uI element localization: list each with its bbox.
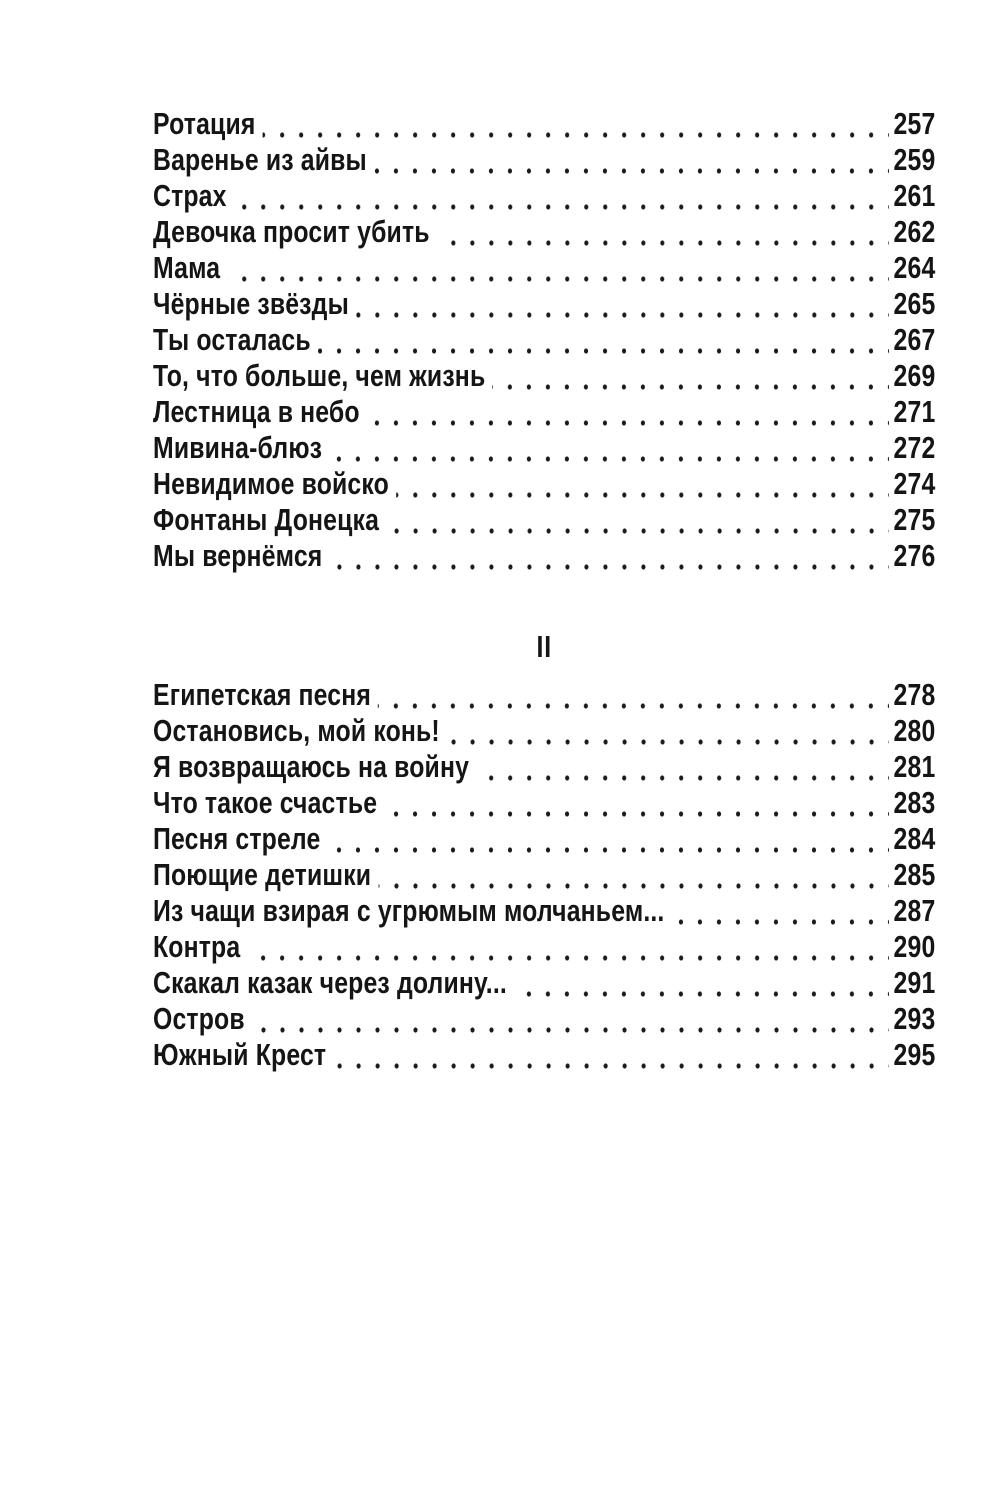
toc-entry-page: 272 — [893, 430, 936, 465]
toc-entry — [153, 466, 935, 502]
toc-entry — [153, 106, 935, 142]
toc-entry-title: Скакал казак через долину... — [153, 965, 507, 1000]
table-of-contents — [153, 0, 935, 1490]
toc-entry-title: Песня стреле — [153, 821, 321, 856]
dot-leader — [514, 965, 889, 1001]
toc-entry-title: Поющие детишки — [153, 857, 372, 892]
toc-entry — [153, 358, 935, 394]
toc-entry-page: 280 — [893, 713, 936, 748]
toc-entry — [153, 322, 935, 358]
toc-entry — [153, 677, 935, 713]
toc-entry — [153, 142, 935, 178]
dot-leader — [384, 785, 888, 821]
toc-entry-title: Невидимое войско — [153, 466, 389, 501]
dot-leader — [378, 857, 888, 893]
dot-leader — [396, 466, 889, 502]
dot-leader — [263, 106, 889, 142]
toc-entry-title: Остров — [153, 1001, 245, 1036]
toc-entry-page: 271 — [893, 394, 936, 429]
toc-entry — [153, 178, 935, 214]
toc-entry-title: Мама — [153, 250, 221, 285]
toc-entry-page: 295 — [893, 1037, 936, 1072]
toc-entry — [153, 538, 935, 574]
toc-entry-title: Что такое счастье — [153, 785, 378, 820]
toc-entry-page: 293 — [893, 1001, 936, 1036]
toc-entry-title: Чёрные звёзды — [153, 286, 349, 321]
toc-entry — [153, 394, 935, 430]
toc-entry-title: Варенье из айвы — [153, 142, 367, 177]
toc-entry-title: Из чащи взирая с угрюмым молчаньем... — [153, 893, 665, 928]
toc-entry-page: 274 — [893, 466, 936, 501]
toc-entry — [153, 929, 935, 965]
toc-entry-page: 259 — [893, 142, 936, 177]
toc-entry — [153, 713, 935, 749]
dot-leader — [378, 677, 889, 713]
toc-entry — [153, 250, 935, 286]
toc-entry — [153, 893, 935, 929]
dot-leader — [330, 538, 889, 574]
toc-entry-page: 287 — [893, 893, 936, 928]
dot-leader — [386, 502, 889, 538]
dot-leader — [367, 394, 889, 430]
toc-entry-title: Египетская песня — [153, 677, 371, 712]
toc-entry-page: 276 — [893, 538, 936, 573]
toc-entry-title: Страх — [153, 178, 227, 213]
dot-leader — [248, 929, 889, 965]
toc-section-2 — [153, 677, 935, 1073]
dot-leader — [476, 749, 888, 785]
toc-entry-page: 262 — [893, 214, 936, 249]
toc-entry-page: 257 — [893, 106, 936, 141]
toc-entry — [153, 965, 935, 1001]
toc-entry — [153, 430, 935, 466]
toc-entry — [153, 785, 935, 821]
toc-entry-page: 284 — [893, 821, 936, 856]
dot-leader — [333, 1037, 888, 1073]
dot-leader — [227, 250, 888, 286]
toc-entry-title: Я возвращаюсь на войну — [153, 749, 470, 784]
toc-entry-title: Контра — [153, 929, 241, 964]
toc-entry-page: 264 — [893, 250, 936, 285]
toc-entry — [153, 1001, 935, 1037]
toc-entry-page: 269 — [893, 358, 936, 393]
toc-entry — [153, 214, 935, 250]
toc-entry — [153, 749, 935, 785]
toc-entry-title: Южный Крест — [153, 1037, 327, 1072]
dot-leader — [374, 142, 889, 178]
toc-entry-page: 281 — [893, 749, 936, 784]
toc-entry-page: 261 — [893, 178, 936, 213]
dot-leader — [493, 358, 889, 394]
toc-entry-page: 283 — [893, 785, 936, 820]
toc-section-1 — [153, 106, 935, 574]
toc-entry — [153, 821, 935, 857]
toc-entry-title: Остановись, мой конь! — [153, 713, 440, 748]
toc-entry-page: 275 — [893, 502, 936, 537]
toc-entry-title: Лестница в небо — [153, 394, 360, 429]
section-ii-heading: II — [536, 629, 552, 664]
dot-leader — [318, 322, 889, 358]
dot-leader — [447, 713, 889, 749]
toc-entry-page: 290 — [893, 929, 936, 964]
toc-entry-page: 291 — [893, 965, 936, 1000]
toc-entry-page: 267 — [893, 322, 936, 357]
toc-entry-page: 265 — [893, 286, 936, 321]
toc-entry-title: Фонтаны Донецка — [153, 502, 380, 537]
dot-leader — [437, 214, 889, 250]
toc-entry-title: То, что больше, чем жизнь — [153, 358, 486, 393]
toc-entry — [153, 502, 935, 538]
dot-leader — [252, 1001, 889, 1037]
toc-entry-page: 278 — [893, 677, 936, 712]
dot-leader — [234, 178, 889, 214]
toc-entry — [153, 286, 935, 322]
dot-leader — [329, 430, 888, 466]
toc-entry-title: Мивина-блюз — [153, 430, 323, 465]
toc-entry-title: Девочка просит убить — [153, 214, 430, 249]
toc-entry-title: Ты осталась — [153, 322, 311, 357]
toc-entry — [153, 857, 935, 893]
toc-entry-title: Мы вернёмся — [153, 538, 323, 573]
toc-entry-title: Ротация — [153, 106, 256, 141]
dot-leader — [672, 893, 889, 929]
dot-leader — [356, 286, 889, 322]
toc-entry — [153, 1037, 935, 1073]
toc-entry-page: 285 — [893, 857, 936, 892]
dot-leader — [328, 821, 889, 857]
